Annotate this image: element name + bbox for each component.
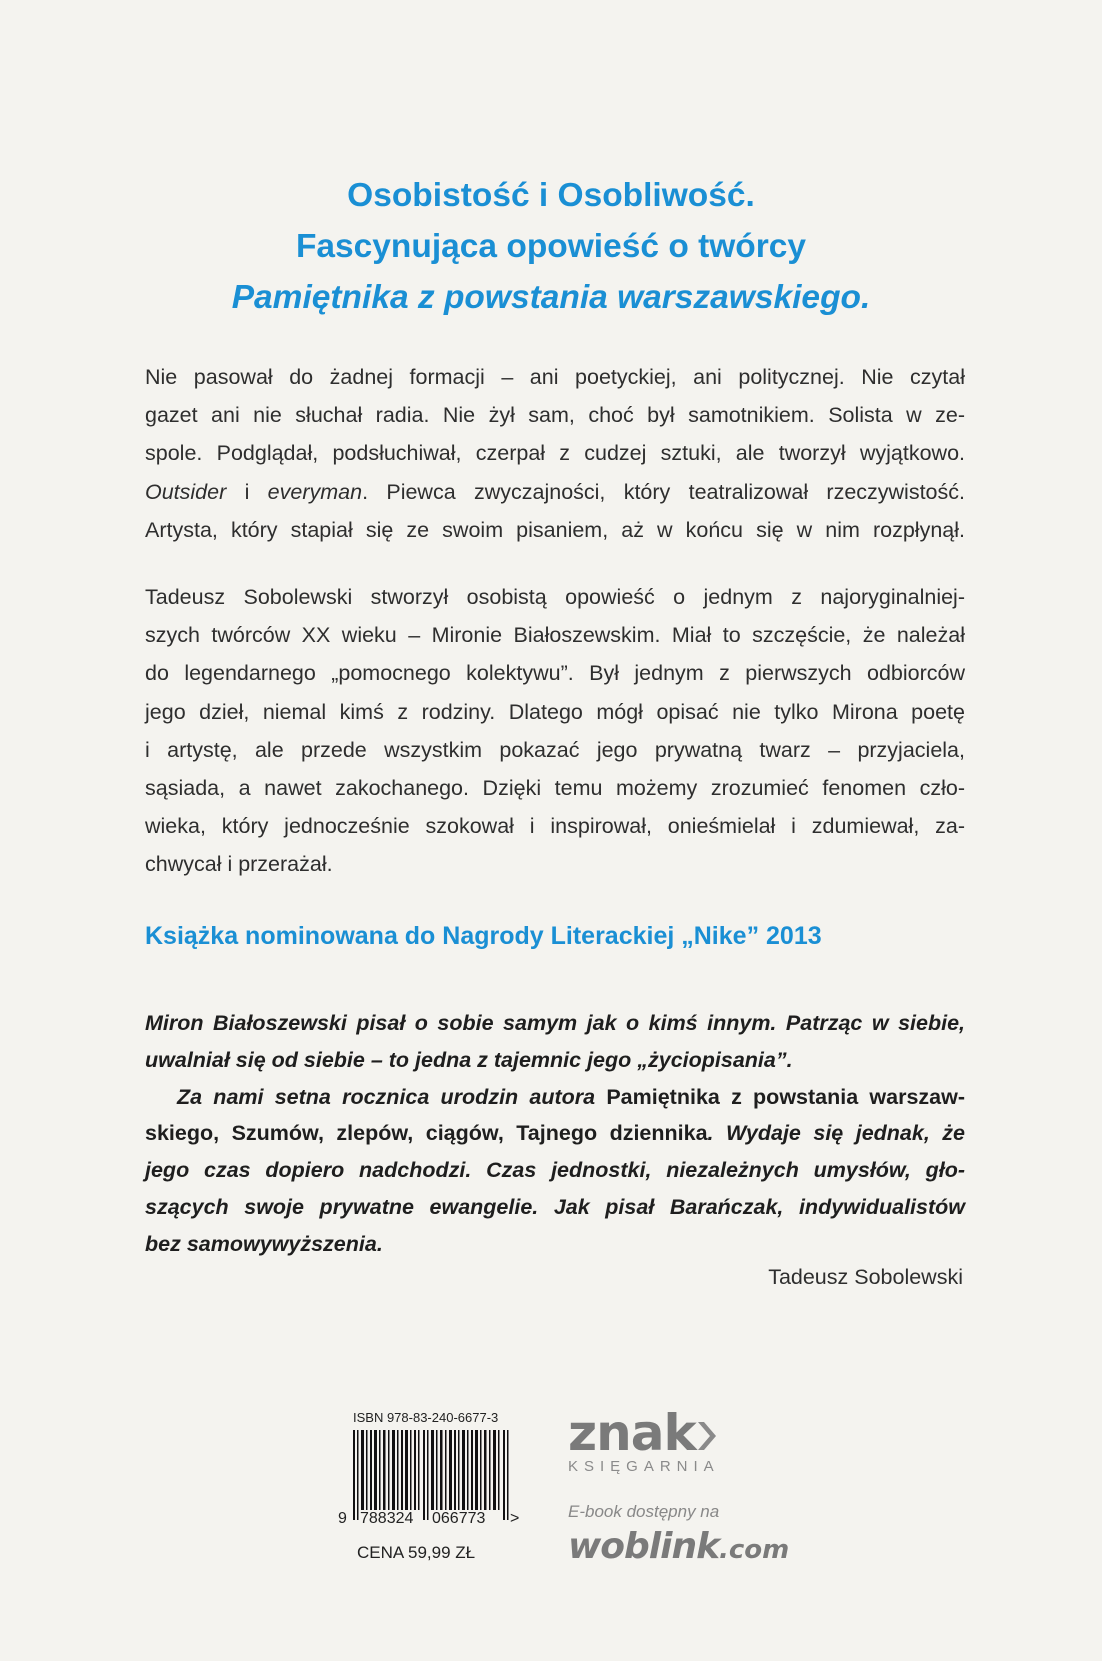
quote-text: . Wydaje się jednak, że xyxy=(707,1121,965,1146)
paragraph-line: Artysta, który stapiał się ze swoim pisaniem, aż w końcu się w nim rozpłynął. xyxy=(145,517,965,542)
quote-line: jego czas dopiero nadchodzi. Czas jednostki, niezależnych umysłów, gło- xyxy=(145,1158,965,1183)
paragraph-line: jego dzieł, niemal kimś z rodziny. Dlatego mógł opisać nie tylko Mirona poetę xyxy=(145,699,965,724)
barcode-end-marker: > xyxy=(510,1510,520,1527)
book-titles: skiego, Szumów, zlepów, ciągów, Tajnego dziennika xyxy=(145,1121,708,1146)
price: CENA 59,99 ZŁ xyxy=(357,1543,476,1562)
barcode-digit-prefix: 9 xyxy=(338,1510,347,1527)
quote-line: szących swoje prywatne ewangelie. Jak pisał Barańczak, indywidualistów xyxy=(145,1194,965,1219)
paragraph-line: i artystę, ale przede wszystkim pokazać jego prywatną twarz – przyjaciela, xyxy=(145,737,965,762)
quote-line xyxy=(145,1079,965,1116)
paragraph-line: do legendarnego „pomocnego kolektywu”. Był jednym z pierwszych odbiorców xyxy=(145,661,965,686)
book-title: Pamiętnika z powstania warszaw- xyxy=(606,1084,965,1109)
paragraph-text: . Piewca zwyczajności, który teatralizował rzeczywistość. xyxy=(362,479,965,504)
znak-subtitle: KSIĘGARNIA xyxy=(568,1458,720,1475)
quote-line: Miron Białoszewski pisał o sobie samym jak o kimś innym. Patrząc w siebie, xyxy=(145,1011,965,1035)
znak-logo xyxy=(568,1406,720,1475)
paragraph-line xyxy=(145,473,965,511)
paragraph-line: szych twórców XX wieku – Mironie Białoszewskim. Miał to szczęście, że należał xyxy=(145,623,965,648)
quote-line: bez samowywyższenia. xyxy=(145,1231,383,1256)
isbn: ISBN 978-83-240-6677-3 xyxy=(353,1410,499,1425)
barcode-block xyxy=(338,1410,533,1565)
woblink-wordmark: woblink xyxy=(568,1526,720,1567)
author-quote xyxy=(145,1005,965,1263)
ebook-note: E-book dostępny na xyxy=(568,1502,720,1521)
paragraph-2 xyxy=(145,578,965,884)
paragraph-line: chwycał i przerażał. xyxy=(145,852,333,877)
paragraph-line: Nie pasował do żadnej formacji – ani poetyckiej, ani politycznej. Nie czytał xyxy=(145,365,965,389)
paragraph-line: Tadeusz Sobolewski stworzył osobistą opowieść o jednym z najoryginalniej- xyxy=(145,585,965,609)
quote-line: uwalniał się od siebie – to jedna z tajemnic jego „życiopisania”. xyxy=(145,1047,793,1072)
paragraph-1 xyxy=(145,358,965,549)
headline-line-3: Pamiętnika z powstania warszawskiego. xyxy=(231,279,871,316)
quote-line xyxy=(145,1115,965,1152)
znak-wordmark: znak xyxy=(568,1404,696,1462)
woblink-logo xyxy=(568,1526,789,1567)
woblink-domain: .com xyxy=(719,1535,790,1565)
conjunction: i xyxy=(226,479,268,504)
headline-line-2: Fascynująca opowieść o twórcy xyxy=(295,228,807,265)
award-nomination: Książka nominowana do Nagrody Literackiej „Nike” 2013 xyxy=(145,922,822,950)
signature: Tadeusz Sobolewski xyxy=(768,1265,963,1289)
barcode-digits-left: 788324 xyxy=(360,1510,414,1527)
barcode-icon xyxy=(353,1430,513,1520)
headline-line-1: Osobistość i Osobliwość. xyxy=(347,177,755,214)
paragraph-line: gazet ani nie słuchał radia. Nie żył sam, choć był samotnikiem. Solista w ze- xyxy=(145,403,965,428)
barcode-digits-right: 066773 xyxy=(432,1510,486,1527)
everyman-term: everyman xyxy=(267,479,363,504)
headline xyxy=(0,170,1102,323)
znak-chevron-icon xyxy=(696,1420,718,1452)
quote-text: Za nami setna rocznica urodzin autora xyxy=(177,1084,607,1109)
paragraph-line: wieka, który jednocześnie szokował i inspirował, onieśmielał i zdumiewał, za- xyxy=(145,814,965,839)
paragraph-line: spole. Podglądał, podsłuchiwał, czerpał z cudzej sztuki, ale tworzył wyjątkowo. xyxy=(145,441,965,466)
paragraph-line: sąsiada, a nawet zakochanego. Dzięki temu możemy zrozumieć fenomen czło- xyxy=(145,776,965,801)
outsider-term: Outsider xyxy=(145,479,227,504)
